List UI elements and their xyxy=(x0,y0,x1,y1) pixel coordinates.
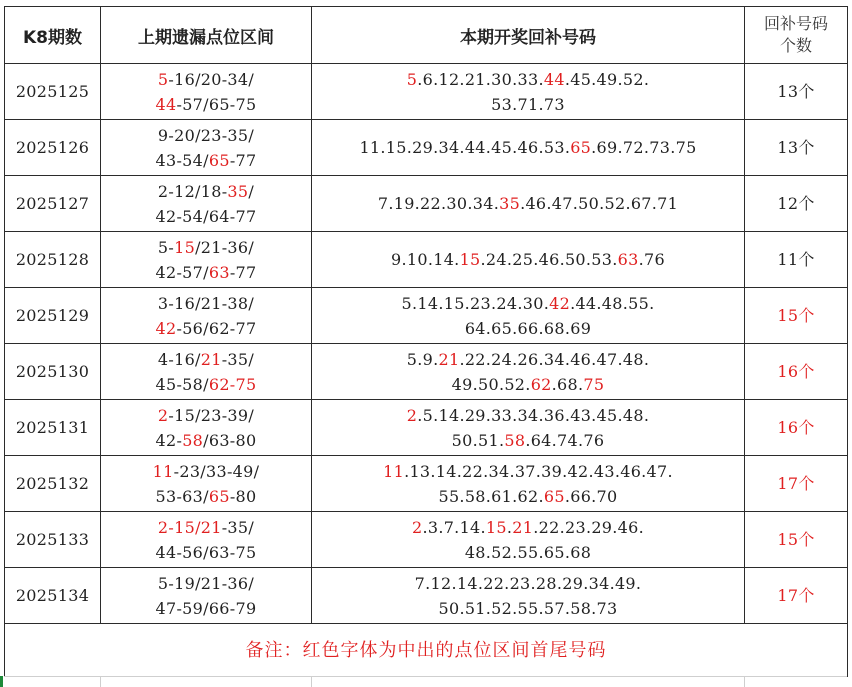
highlighted-number: 2 xyxy=(411,517,423,537)
count-cell: 15个 xyxy=(745,288,848,344)
interval-cell xyxy=(101,568,312,624)
interval-cell xyxy=(101,512,312,568)
highlighted-number: 2 xyxy=(406,405,418,425)
issue-cell: 2025127 xyxy=(5,176,101,232)
table-row xyxy=(5,120,848,176)
number-text: 7.12.14.22.23.28.29.34.49. xyxy=(414,573,642,593)
table-row xyxy=(5,344,848,400)
highlighted-number: 62-75 xyxy=(208,374,257,394)
highlighted-number: 21 xyxy=(200,349,222,369)
issue-cell: 2025132 xyxy=(5,456,101,512)
numbers-cell xyxy=(312,64,745,120)
number-text: .64.74.76 xyxy=(525,430,605,450)
number-text: 5-19/21-36/ xyxy=(157,573,255,593)
count-cell: 13个 xyxy=(745,64,848,120)
count-cell: 15个 xyxy=(745,512,848,568)
header-numbers: 本期开奖回补号码 xyxy=(312,7,745,64)
count-cell: 17个 xyxy=(745,568,848,624)
interval-cell xyxy=(101,64,312,120)
number-text: .6.12.21.30.33. xyxy=(417,69,544,89)
count-cell: 16个 xyxy=(745,400,848,456)
number-text: .24.25.46.50.53. xyxy=(480,250,618,269)
number-text: 9-20/23-35/ xyxy=(157,125,255,145)
issue-cell: 2025126 xyxy=(5,120,101,176)
header-count xyxy=(745,7,848,64)
number-text: -77 xyxy=(229,262,257,282)
number-text: 47-59/66-79 xyxy=(155,598,257,618)
number-text: -35/ xyxy=(221,349,255,369)
number-text: 5- xyxy=(157,237,175,257)
numbers-cell xyxy=(312,456,745,512)
highlighted-number: 35 xyxy=(227,181,249,201)
header-count-line1: 回补号码 xyxy=(763,14,828,33)
highlighted-number: 11 xyxy=(383,461,405,481)
number-text: 48.52.55.65.68 xyxy=(464,542,592,562)
issue-cell: 2025128 xyxy=(5,232,101,288)
count-cell: 16个 xyxy=(745,344,848,400)
number-text: 7.19.22.30.34. xyxy=(377,194,500,213)
table-row xyxy=(5,176,848,232)
highlighted-number: 58 xyxy=(504,430,526,450)
number-text: 42- xyxy=(155,430,183,450)
number-text: -57/65-75 xyxy=(176,94,257,114)
number-text: -15/23-39/ xyxy=(168,405,255,425)
number-text: . xyxy=(506,517,513,537)
highlighted-number: 58 xyxy=(182,430,204,450)
next-row-strip xyxy=(4,676,847,687)
numbers-cell xyxy=(312,568,745,624)
highlighted-number: 63 xyxy=(617,250,639,269)
number-text: 4-16/ xyxy=(157,349,201,369)
lottery-table xyxy=(4,6,848,677)
highlighted-number: 15 xyxy=(174,237,196,257)
count-cell: 12个 xyxy=(745,176,848,232)
highlighted-number: 35 xyxy=(499,194,521,213)
number-text: 43-54/ xyxy=(155,150,209,170)
highlighted-number: 15 xyxy=(485,517,507,537)
numbers-cell xyxy=(312,120,745,176)
number-text: .22.23.29.46. xyxy=(533,517,645,537)
issue-cell: 2025130 xyxy=(5,344,101,400)
number-text: /63-80 xyxy=(203,430,257,450)
note-text: 备注：红色字体为中出的点位区间首尾号码 xyxy=(5,624,848,678)
note-row xyxy=(5,624,848,678)
number-text: -16/20-34/ xyxy=(168,69,255,89)
highlighted-number: 5 xyxy=(157,69,169,89)
number-text: -56/62-77 xyxy=(176,318,257,338)
highlighted-number: 65 xyxy=(208,486,230,506)
numbers-cell xyxy=(312,232,745,288)
issue-cell: 2025134 xyxy=(5,568,101,624)
table-row xyxy=(5,512,848,568)
number-text: .44.48.55. xyxy=(570,293,655,313)
number-text: 49.50.52. xyxy=(451,374,531,394)
highlighted-number: 65 xyxy=(570,138,592,157)
table-row xyxy=(5,456,848,512)
numbers-cell xyxy=(312,344,745,400)
number-text: -23/33-49/ xyxy=(173,461,260,481)
number-text: / xyxy=(248,181,255,201)
number-text: 45-58/ xyxy=(155,374,209,394)
interval-cell xyxy=(101,400,312,456)
number-text: 42-54/64-77 xyxy=(155,206,257,226)
highlighted-number: 44 xyxy=(155,94,177,114)
header-issue: K8期数 xyxy=(5,7,101,64)
table-row xyxy=(5,568,848,624)
number-text: 42-57/ xyxy=(155,262,209,282)
interval-cell xyxy=(101,120,312,176)
number-text: -35/ xyxy=(221,517,255,537)
highlighted-number: 63 xyxy=(208,262,230,282)
highlighted-number: 21 xyxy=(512,517,534,537)
number-text: 50.51.52.55.57.58.73 xyxy=(438,598,618,618)
number-text: 53.71.73 xyxy=(491,94,565,114)
number-text: /21-36/ xyxy=(195,237,255,257)
issue-cell: 2025133 xyxy=(5,512,101,568)
highlighted-number: 2-15/21 xyxy=(157,517,222,537)
highlighted-number: 75 xyxy=(583,374,605,394)
numbers-cell xyxy=(312,176,745,232)
header-row xyxy=(5,7,848,64)
number-text: .68. xyxy=(551,374,584,394)
number-text: .45.49.52. xyxy=(564,69,650,89)
number-text: .46.47.50.52.67.71 xyxy=(520,194,679,213)
table-row xyxy=(5,232,848,288)
highlighted-number: 2 xyxy=(157,405,169,425)
number-text: 50.51. xyxy=(451,430,505,450)
highlighted-number: 62 xyxy=(530,374,552,394)
number-text: -77 xyxy=(229,150,257,170)
number-text: .3.7.14. xyxy=(422,517,486,537)
table-row xyxy=(5,64,848,120)
count-cell: 17个 xyxy=(745,456,848,512)
highlighted-number: 5 xyxy=(406,69,418,89)
header-interval: 上期遗漏点位区间 xyxy=(101,7,312,64)
issue-cell: 2025129 xyxy=(5,288,101,344)
highlighted-number: 44 xyxy=(543,69,565,89)
number-text: 11.15.29.34.44.45.46.53. xyxy=(359,138,571,157)
number-text: 5.9. xyxy=(406,349,439,369)
highlighted-number: 42 xyxy=(549,293,571,313)
number-text: 64.65.66.68.69 xyxy=(464,318,592,338)
numbers-cell xyxy=(312,288,745,344)
issue-cell: 2025125 xyxy=(5,64,101,120)
highlighted-number: 42 xyxy=(155,318,177,338)
highlighted-number: 21 xyxy=(438,349,460,369)
number-text: -80 xyxy=(229,486,257,506)
sheet-marker xyxy=(0,676,3,687)
numbers-cell xyxy=(312,512,745,568)
interval-cell xyxy=(101,456,312,512)
table-row xyxy=(5,288,848,344)
numbers-cell xyxy=(312,400,745,456)
table-row xyxy=(5,400,848,456)
interval-cell xyxy=(101,344,312,400)
highlighted-number: 11 xyxy=(152,461,174,481)
number-text: .22.24.26.34.46.47.48. xyxy=(459,349,650,369)
number-text: .76 xyxy=(638,250,665,269)
number-text: .66.70 xyxy=(564,486,618,506)
table-body xyxy=(5,64,848,624)
number-text: .69.72.73.75 xyxy=(591,138,697,157)
interval-cell xyxy=(101,288,312,344)
highlighted-number: 65 xyxy=(208,150,230,170)
count-cell: 13个 xyxy=(745,120,848,176)
header-count-line2: 个数 xyxy=(779,36,812,55)
number-text: 53-63/ xyxy=(155,486,209,506)
number-text: 5.14.15.23.24.30. xyxy=(401,293,550,313)
number-text: .13.14.22.34.37.39.42.43.46.47. xyxy=(404,461,673,481)
number-text: 9.10.14. xyxy=(391,250,460,269)
interval-cell xyxy=(101,176,312,232)
highlighted-number: 15 xyxy=(459,250,481,269)
highlighted-number: 65 xyxy=(543,486,565,506)
count-cell: 11个 xyxy=(745,232,848,288)
number-text: 3-16/21-38/ xyxy=(157,293,255,313)
number-text: .5.14.29.33.34.36.43.45.48. xyxy=(417,405,650,425)
number-text: 2-12/18- xyxy=(157,181,228,201)
interval-cell xyxy=(101,232,312,288)
number-text: 44-56/63-75 xyxy=(155,542,257,562)
number-text: 55.58.61.62. xyxy=(438,486,544,506)
issue-cell: 2025131 xyxy=(5,400,101,456)
